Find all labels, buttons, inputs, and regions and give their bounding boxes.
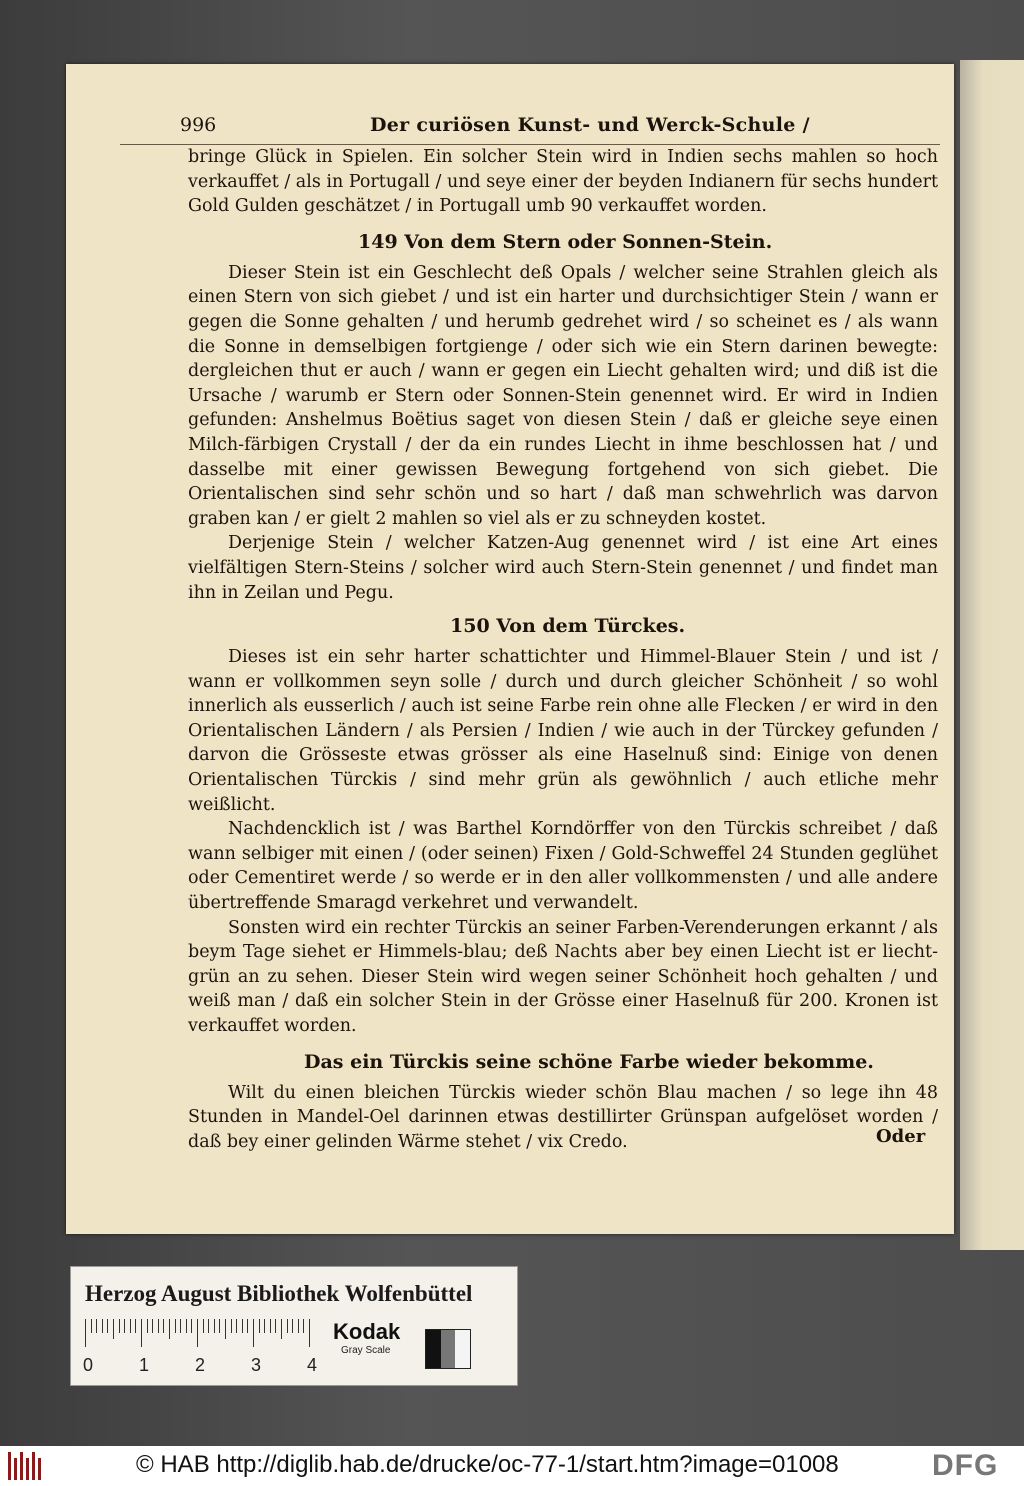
hab-logo-icon [8,1452,48,1480]
kodak-logo: Kodak [333,1319,401,1344]
paragraph-intro: bringe Glück in Spielen. Ein solcher Stein wird in Indien sechs mahlen so hoch verkauffet / als in Portugall / und seye einer der beyden Indianern für sechs hundert Gold Gulden geschätzet / in Portugall umb 90 verkauffet worden. [188,147,938,217]
ruler-tick [298,1319,299,1333]
ruler-tick [242,1319,243,1333]
paragraph-turquoise-recipe: Wilt du einen bleichen Türckis wieder schön Blau machen / so lege ihn 48 Stunden in Mandel-Oel darinnen etwas destillirter Grünspan aufgelöset worden / daß bey einer gelinden Wärme stehet / vix Credo. [188,1082,938,1152]
ruler-number: 2 [195,1355,206,1375]
ruler-tick [231,1319,232,1333]
ruler-tick [102,1319,103,1333]
viewer-footer [0,1446,1024,1486]
paragraph-150a: Dieses ist ein sehr harter schattichter und Himmel-Blauer Stein / und ist / wann er vollkommen seyn solle / durch und durch gleicher Schönheit / so wohl innerlich als eusserlich / auch ist seine Farbe rein ohne alle Flecken / er wird in den Orientalischen Ländern / als Persien / Indien / wie auch in der Türckey gefunden / darvon die Grösseste etwas grösser als eine Haselnuß sind: Einige von denen Orientalischen Türckis / sind mehr grün als gewöhnlich / auch etliche mehr weißlicht. [188,647,938,815]
ruler-tick [309,1319,310,1347]
ruler-tick [85,1319,86,1347]
gray-scale-swatch [425,1329,471,1369]
ruler-tick [158,1319,159,1333]
ruler-tick [236,1319,237,1333]
ruler-numbers [83,1355,323,1375]
ruler-tick [91,1319,92,1333]
ruler-tick [169,1319,170,1339]
ruler-tick [96,1319,97,1333]
page-content [120,112,940,1154]
copyright-url[interactable]: © HAB http://diglib.hab.de/drucke/oc-77-1/start.htm?image=01008 [136,1451,839,1478]
ruler-tick [191,1319,192,1333]
running-head: Der curiösen Kunst- und Werck-Schule / [370,114,810,136]
ruler-number: 4 [307,1355,318,1375]
page-number: 996 [180,114,217,136]
ruler-tick [175,1319,176,1333]
dfg-logo: DFG [932,1449,999,1482]
ruler-tick [147,1319,148,1333]
swatch-black [426,1330,441,1368]
ruler-tick [152,1319,153,1333]
ruler-tick [287,1319,288,1333]
gray-scale-caption: Gray Scale [341,1345,391,1356]
ruler-number: 0 [83,1355,94,1375]
facing-page-edge [960,60,1024,1250]
ruler-tick [214,1319,215,1333]
ruler-tick [275,1319,276,1333]
ruler-tick [130,1319,131,1333]
ruler-tick [259,1319,260,1333]
swatch-white [455,1330,470,1368]
ruler-tick [113,1319,114,1339]
paragraph-150b: Nachdencklich ist / was Barthel Korndörffer von den Türckis schreibet / daß wann selbiger mit einen / (oder seinen) Fixen / Gold-Schweffel 24 Stunden geglühet oder Cementiret werde / so werde er in den aller vollkommensten / und alle andere übertreffende Smaragd verkehret und verwandelt. [188,819,938,914]
ruler-number: 3 [251,1355,262,1375]
ruler-tick [141,1319,142,1347]
ruler-tick [219,1319,220,1333]
ruler-tick [253,1319,254,1347]
ruler-tick [197,1319,198,1347]
ruler-number: 1 [139,1355,150,1375]
paragraph-150c: Sonsten wird ein rechter Türckis an seiner Farben-Verenderungen erkannt / als beym Tage siehet er Himmels-blau; deß Nachts aber bey einen Liecht ist er liecht-grün an zu sehen. Dieser Stein wird wegen seiner Schönheit hoch gehalten / und weiß man / daß ein solcher Stein in der Grösse einer Haselnuß für 200. Kronen ist verkauffet worden. [188,917,938,1036]
ruler-tick [203,1319,204,1333]
library-name: Herzog August Bibliothek Wolfenbüttel [85,1281,473,1306]
ruler-tick [303,1319,304,1333]
swatch-gray [441,1330,456,1368]
ruler-tick [180,1319,181,1333]
paragraph-149b: Derjenige Stein / welcher Katzen-Aug genennet wird / ist eine Art eines vielfältigen Stern-Steins / solcher wird auch Stern-Stein genennet / und findet man ihn in Zeilan und Pegu. [188,533,938,603]
ruler-tick [163,1319,164,1333]
ruler-tick [270,1319,271,1333]
ruler-tick [119,1319,120,1333]
ruler-tick [208,1319,209,1333]
page-header [120,112,940,145]
ruler-tick [281,1319,282,1339]
ruler-tick [225,1319,226,1339]
ruler-tick [292,1319,293,1333]
heading-section-149: 149 Von dem Stern oder Sonnen-Stein. [358,230,773,253]
ruler-tick [264,1319,265,1333]
library-color-label [70,1266,518,1386]
ruler-tick [124,1319,125,1333]
ruler-tick [247,1319,248,1333]
ruler-tick [186,1319,187,1333]
ruler-tick [107,1319,108,1333]
ruler-tick [135,1319,136,1333]
catchword: Oder [876,1126,926,1147]
heading-turquoise-recipe: Das ein Türckis seine schöne Farbe wieder bekomme. [304,1050,874,1073]
heading-section-150: 150 Von dem Türckes. [450,615,686,638]
ruler-scale [85,1319,315,1347]
paragraph-149a: Dieser Stein ist ein Geschlecht deß Opals / welcher seine Strahlen gleich als einen Stern von sich giebet / und ist ein harter und durchsichtiger Stein / wann er gegen die Sonne gehalten / und herumb gedrehet wird / so scheinet es / als wann die Sonne in demselbigen fortgienge / oder sich wie ein Stern darinen bewegte: dergleichen thut er auch / wann er gegen ein Liecht gehalten wird; und diß ist die Ursache / warumb er Stern oder Sonnen-Stein genennet wird. Er wird in Indien gefunden: Anshelmus Boëtius saget von diesen Stein / daß er gleiche seye einen Milch-färbigen Crystall / der da ein rundes Liecht in ihme beschlossen hat / und dasselbe mit einer gewissen Bewegung fortgehend von sich giebet. Die Orientalischen sind sehr schön und so hart / daß man schwehrlich was darvon graben kan / er gielt 2 mahlen so viel als er zu schneyden kostet. [188,262,938,529]
